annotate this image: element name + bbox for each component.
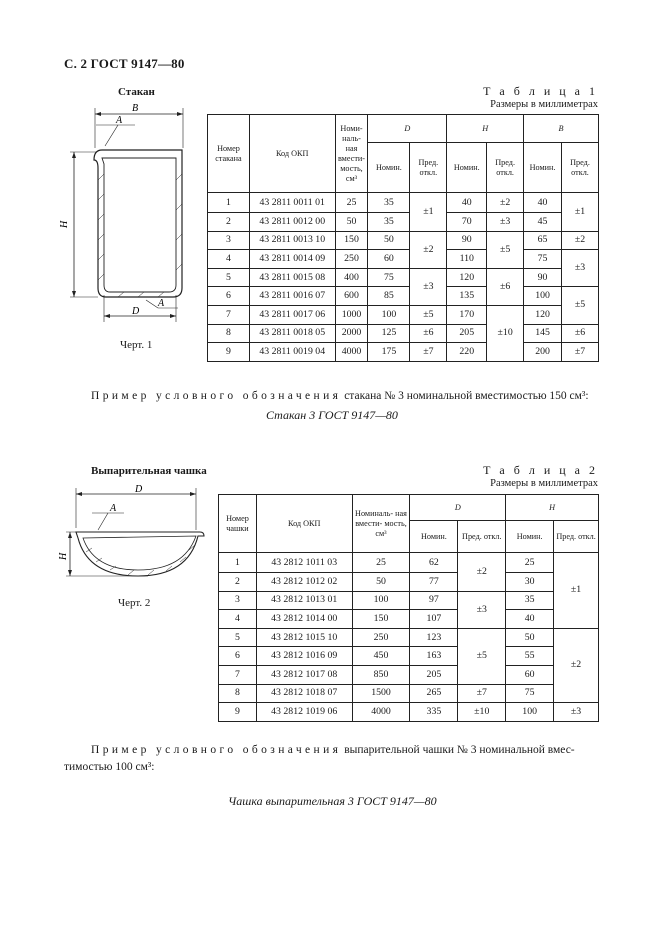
table-cell: 43 2812 1017 08 [256,665,352,684]
t2-h-d: D [410,495,506,521]
example2-designation: Чашка выпарительная 3 ГОСТ 9147—80 [228,794,437,808]
table-cell: ±3 [458,591,506,628]
table-cell: ±1 [554,553,599,629]
example1-designation: Стакан 3 ГОСТ 9147—80 [266,408,398,422]
t2-h-dev: Пред. откл. [458,521,506,553]
table-row [208,305,599,324]
table-cell: 77 [410,573,458,592]
table-cell: 100 [352,591,410,610]
table-cell: 50 [335,213,368,232]
table-cell: ±2 [487,193,524,213]
t1-h-nom: Номин. [368,143,410,193]
table-cell: ±7 [458,684,506,703]
table-cell: 205 [410,665,458,684]
evaporating-dish-drawing [58,480,208,580]
table-cell: 43 2811 0013 10 [249,231,335,250]
table-cell: 335 [410,703,458,722]
table-cell: 70 [447,213,487,232]
table1-units: Размеры в миллиметрах [490,99,598,110]
table-cell: 250 [352,628,410,647]
table-cell: 135 [447,287,487,306]
table-cell: ±7 [562,343,599,362]
table-cell: 75 [368,268,410,287]
label-b: B [132,103,139,114]
table-row [219,610,599,629]
table-row [219,573,599,592]
table-row [208,213,599,232]
table-cell: 150 [335,231,368,250]
table-cell: 3 [208,231,250,250]
label-a-top: A [116,115,123,126]
t2-h-dev: Пред. откл. [554,521,599,553]
table-cell: 43 2812 1012 02 [256,573,352,592]
table-cell: ±2 [554,628,599,702]
t1-h-dev: Пред. откл. [410,143,447,193]
table-cell: 8 [219,684,257,703]
table-cell: 43 2811 0019 04 [249,343,335,362]
table-cell: ±3 [410,268,447,305]
table-cell: ±5 [562,287,599,324]
t1-h-d: D [368,115,447,143]
table-cell: 35 [368,213,410,232]
table-row [219,703,599,722]
table-cell: ±5 [487,231,524,268]
table-cell: 65 [524,231,562,250]
figure1-label: Черт. 1 [120,339,153,351]
table-cell: 97 [410,591,458,610]
table-cell: 43 2811 0012 00 [249,213,335,232]
table-cell: 30 [506,573,554,592]
table-cell: ±3 [562,250,599,287]
table2-title: Т а б л и ц а 2 [483,463,598,477]
t1-h-dev: Пред. откл. [487,143,524,193]
table-cell: ±5 [458,628,506,684]
table-cell: 850 [352,665,410,684]
t1-h-b: B [524,115,599,143]
table-row [208,324,599,343]
table-cell: 1000 [335,305,368,324]
t1-h-dev: Пред. откл. [562,143,599,193]
example1: Пример условного обозначения стакана № 3 номинальной вместимостью 150 см³: [91,390,589,402]
table-cell: ±6 [562,324,599,343]
table-row [208,287,599,306]
table1 [207,114,599,362]
table-cell: 25 [335,193,368,213]
table-cell: 250 [335,250,368,269]
table-cell: 107 [410,610,458,629]
table-cell: 50 [352,573,410,592]
table-cell: 4000 [335,343,368,362]
table-cell: ±2 [458,553,506,592]
table-cell: 7 [208,305,250,324]
table-row [208,343,599,362]
table-cell: 2 [208,213,250,232]
table2-units: Размеры в миллиметрах [490,478,598,489]
figure2-label: Черт. 2 [118,597,151,609]
table-cell: 60 [506,665,554,684]
table-cell: 163 [410,647,458,666]
table-row [219,665,599,684]
table-cell: 1500 [352,684,410,703]
table-cell: 1 [208,193,250,213]
t1-h-nom: Номин. [447,143,487,193]
table-cell: 50 [368,231,410,250]
table-cell: 175 [368,343,410,362]
t2-h-volume: Номиналь- ная вмести- мость, см³ [352,495,410,553]
table-cell: ±2 [562,231,599,250]
table-row [219,647,599,666]
table-cell: ±1 [410,193,447,232]
label-h: H [59,220,70,228]
table-cell: 145 [524,324,562,343]
table-cell: 43 2812 1013 01 [256,591,352,610]
table-cell: 6 [208,287,250,306]
table-cell: 450 [352,647,410,666]
table-cell: 90 [524,268,562,287]
table-row [219,684,599,703]
table-cell: 9 [219,703,257,722]
table-cell: 60 [368,250,410,269]
t2-h-code: Код ОКП [256,495,352,553]
table-cell: 43 2811 0011 01 [249,193,335,213]
table-cell: 150 [352,610,410,629]
t1-h-h: H [447,115,524,143]
table-row [208,193,599,213]
table-cell: 50 [506,628,554,647]
figure2-caption: Выпарительная чашка [91,465,207,477]
table-cell: 43 2812 1018 07 [256,684,352,703]
example2-line2: тимостью 100 см³: [64,761,155,773]
table-cell: 43 2812 1019 06 [256,703,352,722]
table-cell: 35 [368,193,410,213]
table-cell: 6 [219,647,257,666]
table-cell: ±10 [487,305,524,361]
table-cell: 110 [447,250,487,269]
table-row [219,628,599,647]
table-cell: 2000 [335,324,368,343]
table-cell: 8 [208,324,250,343]
table-row [208,250,599,269]
table-cell: 75 [524,250,562,269]
table-cell: ±2 [410,231,447,268]
label-h2: H [58,552,69,560]
table-cell: 43 2812 1015 10 [256,628,352,647]
table-cell: 5 [208,268,250,287]
table-cell: 100 [506,703,554,722]
table-cell: 4 [208,250,250,269]
table-cell: 55 [506,647,554,666]
table-cell: 40 [447,193,487,213]
t1-h-code: Код ОКП [249,115,335,193]
table-cell: 75 [506,684,554,703]
table-row [219,553,599,573]
table-cell: 62 [410,553,458,573]
t1-h-volume: Номи- наль- ная вмести- мость, см³ [335,115,368,193]
beaker-drawing [58,100,193,332]
t1-h-num: Номер стакана [208,115,250,193]
table-cell: 25 [352,553,410,573]
t2-h-num: Номер чашки [219,495,257,553]
table-cell: ±5 [410,305,447,324]
table-cell: ±10 [458,703,506,722]
table-cell: 123 [410,628,458,647]
table-cell: 7 [219,665,257,684]
table-cell: 220 [447,343,487,362]
figure1-caption: Стакан [118,86,155,98]
table-cell: 120 [447,268,487,287]
t2-h-nom: Номин. [410,521,458,553]
table-cell: 1 [219,553,257,573]
table-cell: 43 2811 0018 05 [249,324,335,343]
table-cell: 125 [368,324,410,343]
table-cell: 43 2812 1011 03 [256,553,352,573]
table-cell: ±3 [554,703,599,722]
label-d: D [132,306,140,317]
table-cell: 600 [335,287,368,306]
table-cell: 43 2812 1016 09 [256,647,352,666]
table-cell: 400 [335,268,368,287]
table-cell: 100 [524,287,562,306]
table-cell: 45 [524,213,562,232]
table-cell: 9 [208,343,250,362]
table-cell: 170 [447,305,487,324]
table-cell: 40 [506,610,554,629]
table-cell: ±3 [487,213,524,232]
table-cell: 43 2811 0016 07 [249,287,335,306]
table-cell: 25 [506,553,554,573]
table-cell: 4000 [352,703,410,722]
table-cell: 4 [219,610,257,629]
table-cell: 90 [447,231,487,250]
table-cell: ±7 [410,343,447,362]
t2-h-nom: Номин. [506,521,554,553]
table-cell: 120 [524,305,562,324]
table2 [218,494,599,722]
table-cell: 265 [410,684,458,703]
t2-h-h: H [506,495,599,521]
table-cell: 40 [524,193,562,213]
table-cell: 35 [506,591,554,610]
table-row [208,231,599,250]
table-cell: 85 [368,287,410,306]
table-cell: 43 2811 0014 09 [249,250,335,269]
table-cell: 100 [368,305,410,324]
table-row [219,591,599,610]
label-d2: D [135,484,143,495]
table-cell: 205 [447,324,487,343]
example2-line1: Пример условного обозначения выпарительной чашки № 3 номинальной вмес- [91,744,575,756]
table-cell: ±6 [487,268,524,305]
table-cell: 43 2811 0015 08 [249,268,335,287]
label-a2: A [110,503,117,514]
table-cell: 200 [524,343,562,362]
table-cell: 43 2812 1014 00 [256,610,352,629]
label-a-bottom: A [158,298,165,309]
t1-h-nom: Номин. [524,143,562,193]
table-cell: 5 [219,628,257,647]
table-cell: ±1 [562,193,599,232]
table-cell: 2 [219,573,257,592]
table1-title: Т а б л и ц а 1 [483,84,598,98]
table-cell: ±6 [410,324,447,343]
page-header: С. 2 ГОСТ 9147—80 [64,56,185,71]
table-cell: 3 [219,591,257,610]
table-cell: 43 2811 0017 06 [249,305,335,324]
table-row [208,268,599,287]
